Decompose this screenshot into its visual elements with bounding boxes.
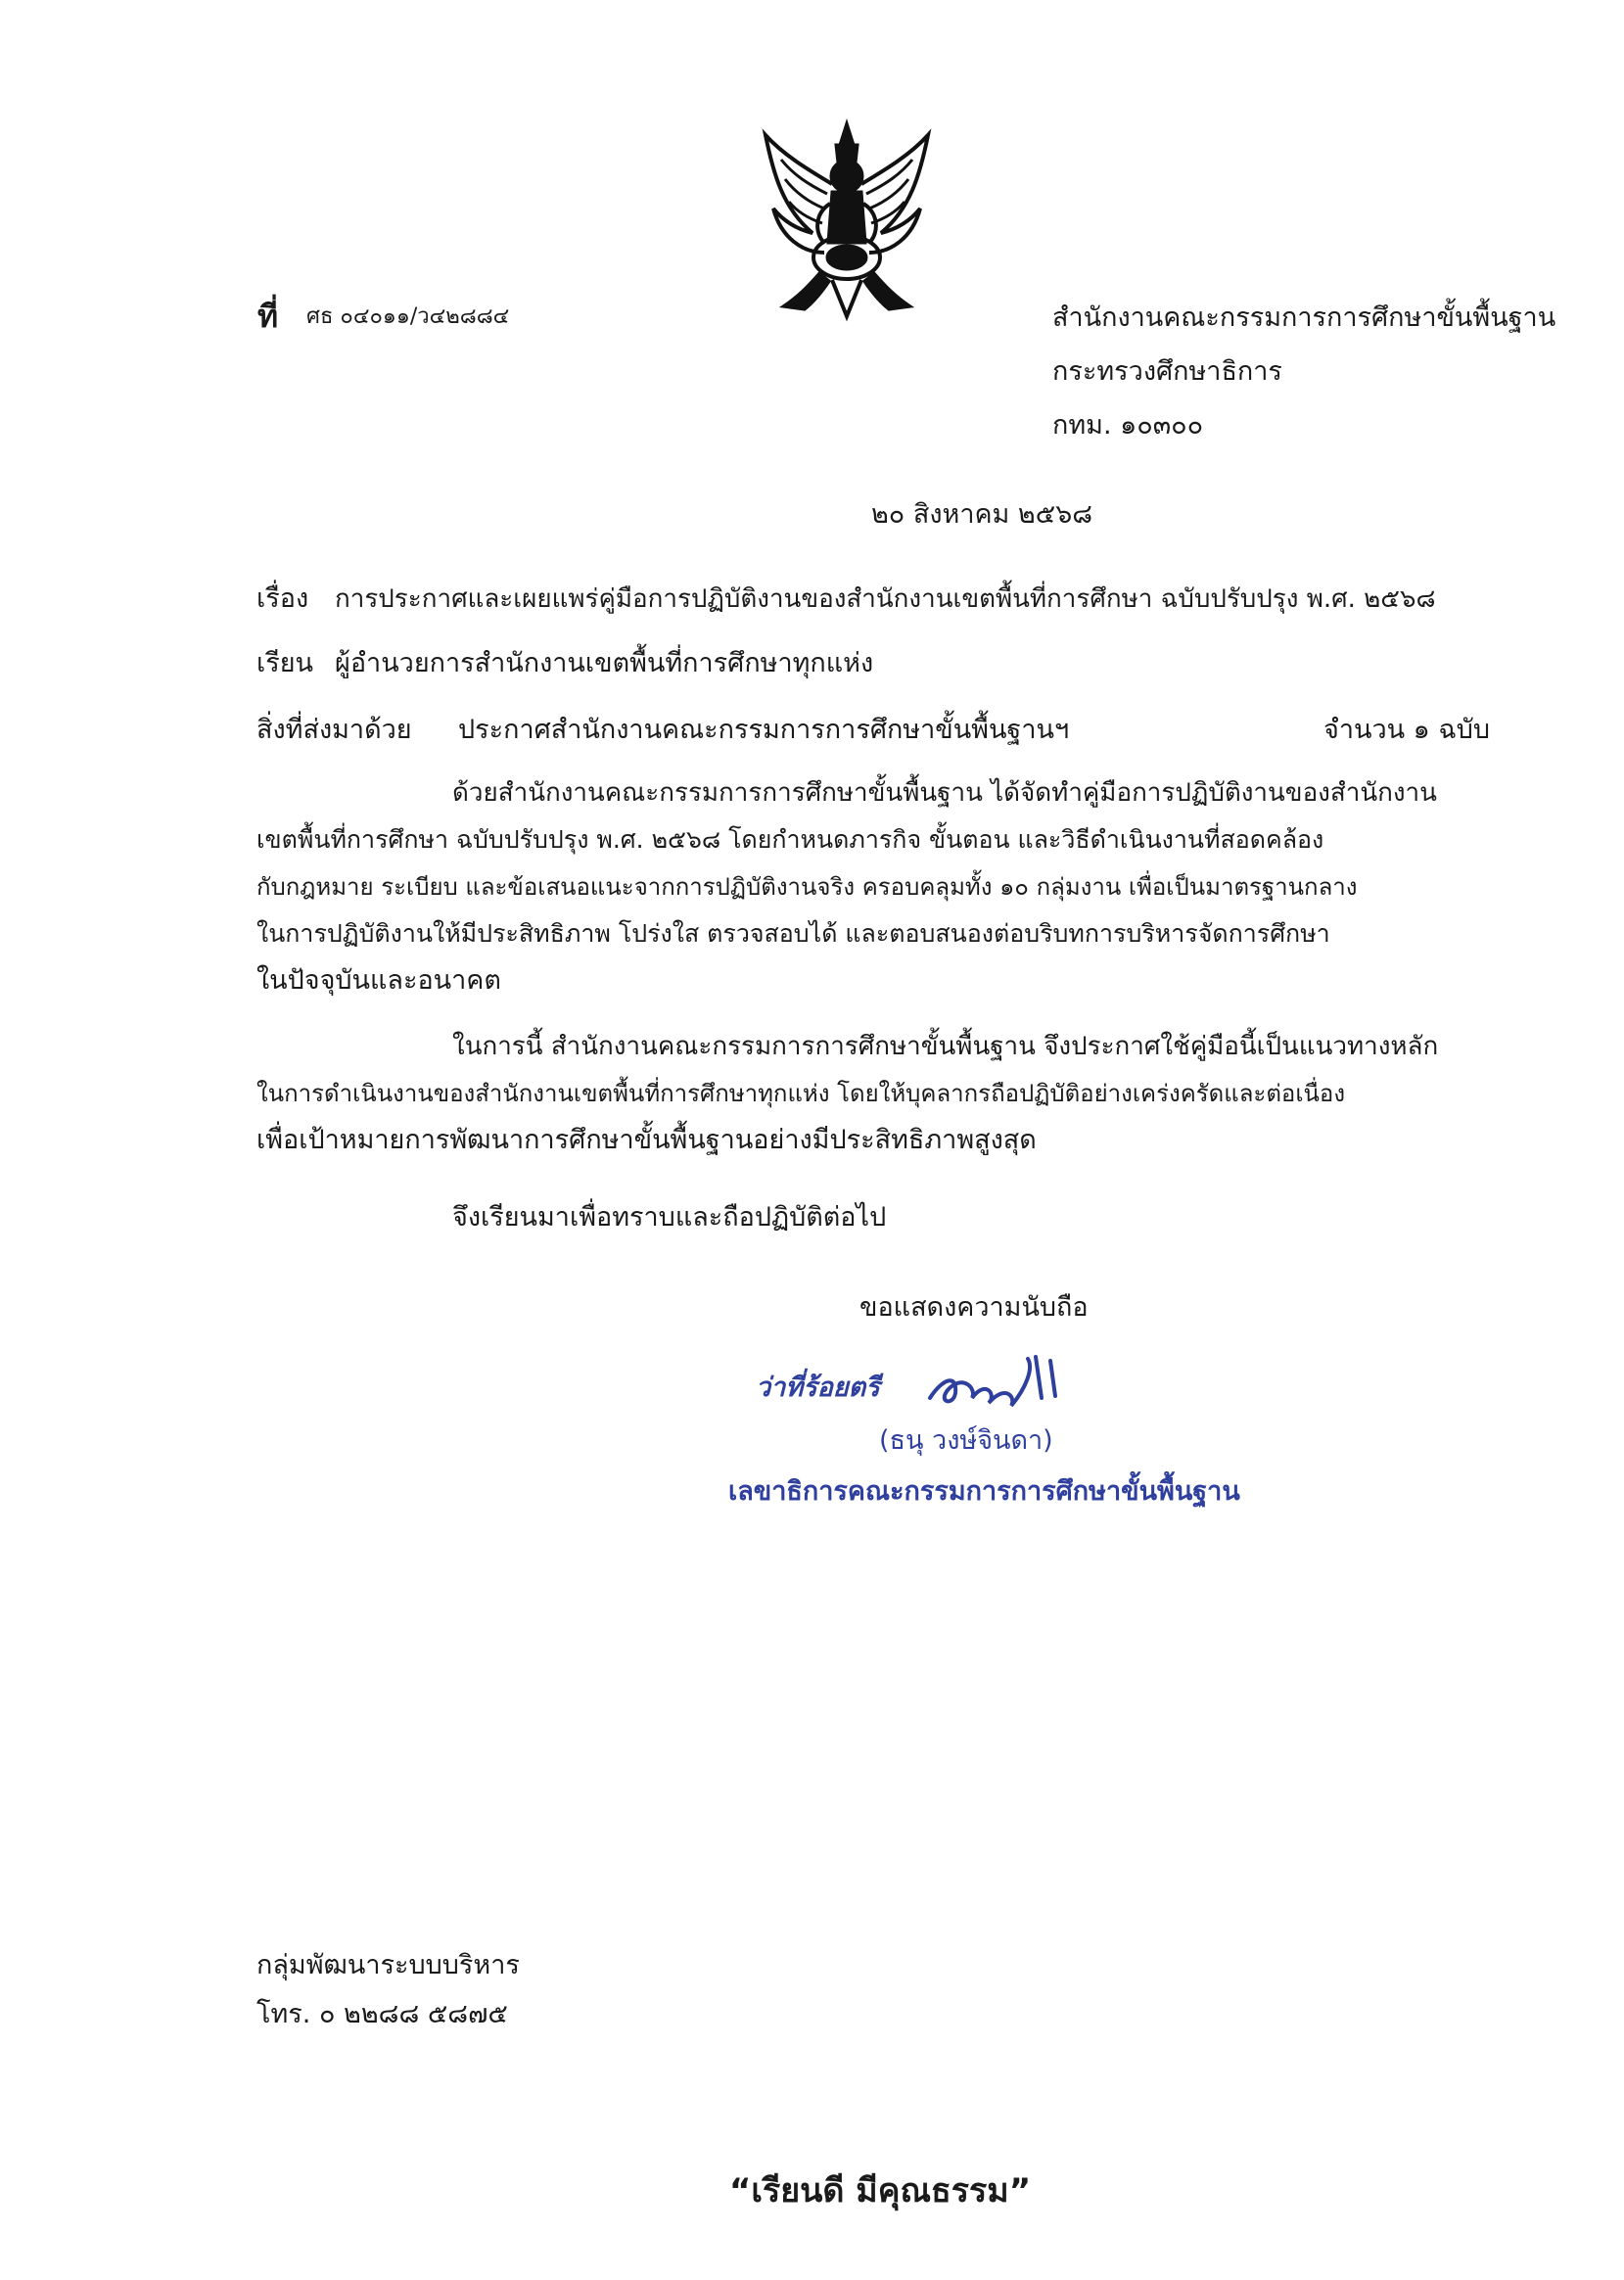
paragraph-2 xyxy=(256,1023,1438,1164)
contact-unit: กลุ่มพัฒนาระบบบริหาร xyxy=(256,1950,520,1980)
motto: “เรียนดี มีคุณธรรม” xyxy=(729,2171,1032,2210)
contact-phone: โทร. ๐ ๒๒๘๘ ๕๘๗๕ xyxy=(256,1999,508,2029)
subject-text: การประกาศและเผยแพร่คู่มือการปฏิบัติงานของสำนักงานเขตพื้นที่การศึกษา ฉบับปรับปรุง พ.ศ. ๒๕๖๘ xyxy=(335,584,1436,614)
letter-date: ๒๐ สิงหาคม ๒๕๖๘ xyxy=(871,499,1093,530)
issuer-line-2: กระทรวงศึกษาธิการ xyxy=(1052,356,1282,387)
subject-label: เรื่อง xyxy=(256,583,309,614)
enclosure-text: ประกาศสำนักงานคณะกรรมการการศึกษาขั้นพื้นฐานฯ xyxy=(458,715,1070,745)
reference-label: ที่ xyxy=(257,298,279,335)
to-label: เรียน xyxy=(256,648,314,678)
signer-rank: ว่าที่ร้อยตรี xyxy=(756,1373,880,1403)
handwritten-signature xyxy=(918,1349,1090,1418)
paragraph-1 xyxy=(256,769,1437,1004)
closing-phrase: ขอแสดงความนับถือ xyxy=(859,1292,1089,1323)
paragraph-1-line: กับกฎหมาย ระเบียบ และข้อเสนอแนะจากการปฏิบัติงานจริง ครอบคลุมทั้ง ๑๐ กลุ่มงาน เพื่อเป็นมาตรฐานกลาง xyxy=(256,873,1358,901)
paragraph-1-line: เขตพื้นที่การศึกษา ฉบับปรับปรุง พ.ศ. ๒๕๖๘ โดยกำหนดภารกิจ ขั้นตอน และวิธีดำเนินงานที่สอดคล้อง xyxy=(256,825,1324,854)
paragraph-2-line: ในการนี้ สำนักงานคณะกรรมการการศึกษาขั้นพื้นฐาน จึงประกาศใช้คู่มือนี้เป็นแนวทางหลัก xyxy=(452,1032,1439,1061)
reference-number: ศธ ๐๔๐๑๑/ว๔๒๘๘๔ xyxy=(306,304,510,329)
enclosure-count: จำนวน ๑ ฉบับ xyxy=(1323,715,1491,745)
garuda-emblem-icon xyxy=(754,116,940,326)
paragraph-2-line: ในการดำเนินงานของสำนักงานเขตพื้นที่การศึกษาทุกแห่ง โดยให้บุคลากรถือปฏิบัติอย่างเคร่งครัดและต่อเนื่อง xyxy=(256,1080,1346,1107)
issuer-line-3: กทม. ๑๐๓๐๐ xyxy=(1052,410,1204,441)
paragraph-2-line: เพื่อเป้าหมายการพัฒนาการศึกษาขั้นพื้นฐานอย่างมีประสิทธิภาพสูงสุด xyxy=(256,1125,1037,1155)
closing-request: จึงเรียนมาเพื่อทราบและถือปฏิบัติต่อไป xyxy=(452,1202,887,1233)
paragraph-1-line: ในปัจจุบันและอนาคต xyxy=(256,965,501,996)
issuer-line-1: สำนักงานคณะกรรมการการศึกษาขั้นพื้นฐาน xyxy=(1052,302,1556,333)
enclosure-label: สิ่งที่ส่งมาด้วย xyxy=(256,715,412,745)
signer-title: เลขาธิการคณะกรรมการการศึกษาขั้นพื้นฐาน xyxy=(728,1476,1240,1507)
to-text: ผู้อำนวยการสำนักงานเขตพื้นที่การศึกษาทุกแห่ง xyxy=(335,648,874,678)
signer-name: (ธนุ วงษ์จินดา) xyxy=(879,1425,1053,1456)
paragraph-1-line: ด้วยสำนักงานคณะกรรมการการศึกษาขั้นพื้นฐาน ได้จัดทำคู่มือการปฏิบัติงานของสำนักงาน xyxy=(452,778,1437,808)
paragraph-1-line: ในการปฏิบัติงานให้มีประสิทธิภาพ โปร่งใส ตรวจสอบได้ และตอบสนองต่อบริบทการบริหารจัดการศึกษา xyxy=(256,919,1330,948)
